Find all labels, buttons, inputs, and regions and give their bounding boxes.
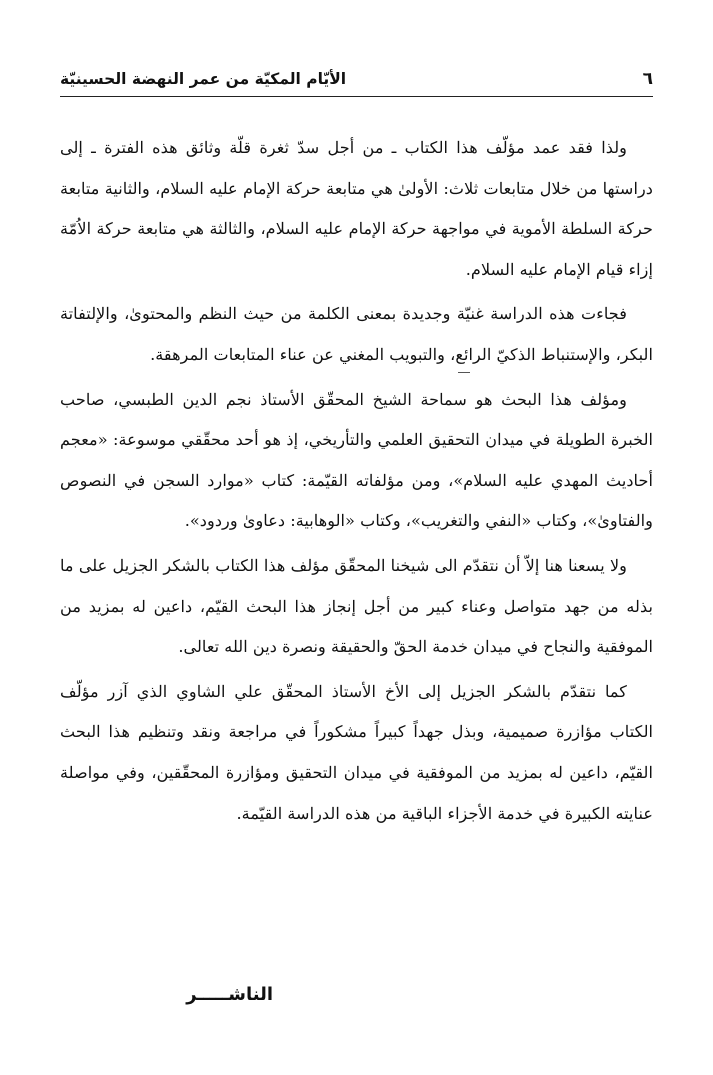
page-header — [60, 62, 653, 97]
running-title: الأيّام المكيّة من عمر النهضة الحسينيّة — [60, 70, 347, 88]
stray-dash-mark — [458, 372, 470, 373]
publisher-signature: الناشـــــر — [186, 984, 273, 1005]
paragraph-5: كما نتقدّم بالشكر الجزيل إلى الأخ الأستاذ المحقّق علي الشاوي الذي آزر مؤلّف الكتاب مؤازرة صميمية، وبذل جهداً كبيراً مشكوراً في مراجعة ونقد وتنظيم هذا البحث القيّم، داعين له بمزيد من الموفقية في ميدان التحقيق ومؤازرة المحقّقين، وفي مواصلة عنايته الكبيرة في خدمة الأجزاء الباقية من هذه الدراسة القيّمة. — [60, 681, 653, 823]
paragraph-3: ومؤلف هذا البحث هو سماحة الشيخ المحقّق الأستاذ نجم الدين الطبسي، صاحب الخبرة الطويلة في ميدان التحقيق العلمي والتأريخي، إذ هو أحد محقّقي موسوعة: «معجم أحاديث المهدي عليه السلام»، ومن مؤلفاته القيّمة: كتاب «موارد السجن في النصوص والفتاوىٰ»، وكتاب «النفي والتغريب»، وكتاب «الوهابية: دعاوىٰ وردود». — [60, 389, 653, 531]
paragraph-2: فجاءت هذه الدراسة غنيّة وجديدة بمعنى الكلمة من حيث النظم والمحتوىٰ، والإلتفاتة البكر، والإستنباط الذكيّ الرائع، والتبويب المغني عن عناء المتابعات المرهقة. — [60, 304, 653, 364]
page-number: ٦ — [642, 69, 653, 89]
body-text — [60, 128, 653, 834]
paragraph-4: ولا يسعنا هنا إلاّ أن نتقدّم الى شيخنا المحقّق مؤلف هذا الكتاب بالشكر الجزيل على ما بذله من جهد متواصل وعناء كبير من أجل إنجاز هذا البحث القيّم، داعين له بمزيد من الموفقية والنجاح في ميدان خدمة الحقّ والحقيقة ونصرة دين الله تعالى. — [60, 555, 653, 657]
paragraph-1: ولذا فقد عمد مؤلّف هذا الكتاب ـ من أجل سدّ ثغرة قلّة وثائق هذه الفترة ـ إلى دراستها من خلال متابعات ثلاث: الأولىٰ هي متابعة حركة الإمام عليه السلام، والثانية متابعة حركة السلطة الأموية في مواجهة حركة الإمام عليه السلام، والثالثة هي متابعة حركة الاُمّة إزاء قيام الإمام عليه السلام. — [60, 138, 653, 279]
